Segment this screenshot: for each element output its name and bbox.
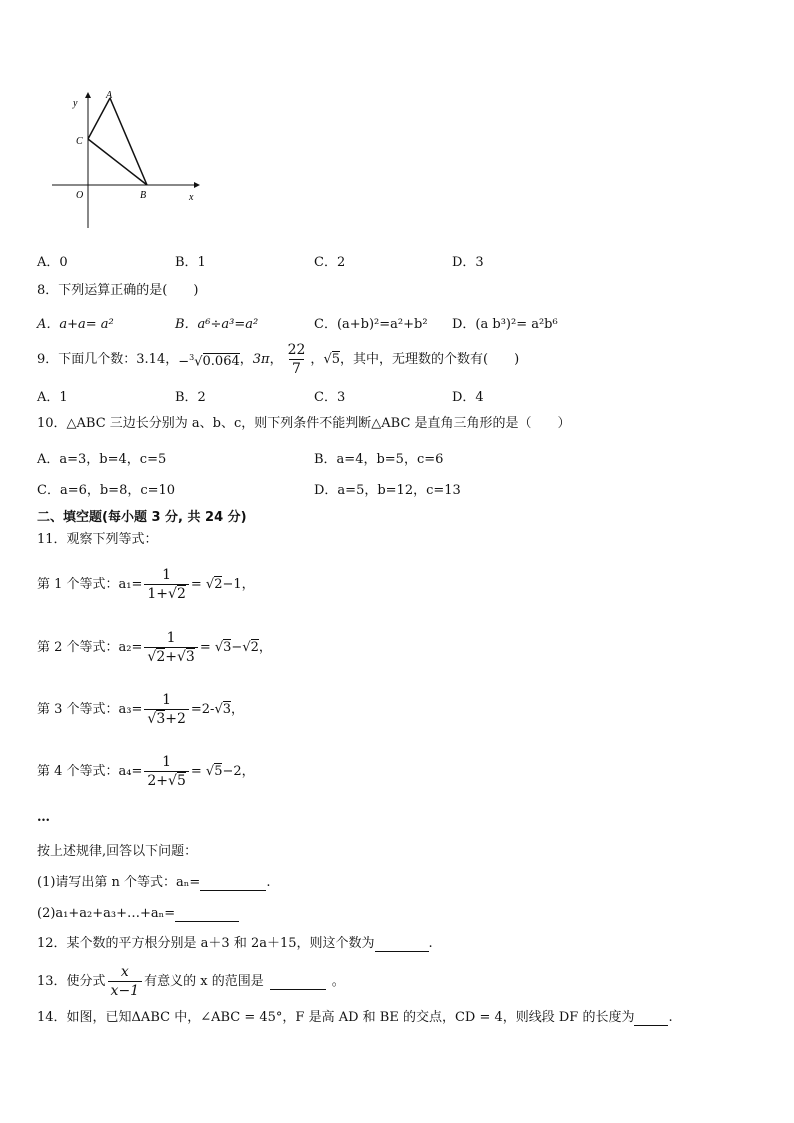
q11-part2-blank[interactable] (175, 907, 239, 922)
q11-eq1-rhs-radicand: 2 (214, 577, 223, 592)
q11-part1-blank[interactable] (200, 876, 266, 891)
q11-eq1-frac (144, 567, 188, 603)
q14: 14．如图，已知ΔABC 中，∠ABC = 45°，F 是高 AD 和 BE 的交点，CD = 4，则线段 DF 的长度为 . (37, 1010, 673, 1025)
q11-eq1-num: 1 (162, 567, 172, 583)
q11-eq4: 第 4 个等式：a₄= $\frac{1}{2+√5}$ = √5 −2， (37, 754, 255, 789)
q8-option-d: D．(a b³)²= a²b⁶ (452, 317, 558, 332)
label-x: x (189, 192, 194, 203)
q12-blank[interactable] (375, 937, 429, 952)
q11-eq4-label: 第 4 个等式：a₄= (37, 764, 143, 779)
q8-option-b: B．a⁶÷a³=a² (175, 317, 259, 332)
label-y: y (73, 98, 78, 109)
q11-eq4-tail: −2， (222, 764, 255, 779)
q11-eq4-frac (144, 754, 188, 790)
q11-eq2-frac (144, 630, 197, 666)
q10-option-c: C．a=6，b=8，c=10 (37, 483, 176, 498)
q13-fraction: $\frac{x}{x-1}$ (108, 964, 143, 1000)
label-b: B (140, 190, 147, 201)
q8-option-c: C．(a+b)²=a²+b² (314, 317, 428, 332)
q9-cbrt: −$^3$√0.064 (178, 353, 240, 370)
q11-eq3: 第 3 个等式：a₃= $\frac{1}{√3+2}$ =2- √3 ， (37, 692, 245, 727)
q9-sqrt: √5 (323, 352, 341, 368)
q11-eq3-frac (144, 692, 188, 728)
q13-blank[interactable] (270, 975, 326, 990)
q11-rule: 按上述规律,回答以下问题： (37, 844, 198, 859)
q11-eq1: 第 1 个等式：a₁= $\frac{1}{1+√2}$ = √2 −1， (37, 567, 255, 602)
q11-eq4-num: 1 (162, 754, 172, 770)
coordinate-figure (46, 88, 206, 233)
segment-ac (88, 98, 110, 139)
q11-eq3-tail: ， (231, 702, 245, 717)
section-heading: 二、填空题(每小题 3 分, 共 24 分) (37, 510, 247, 525)
q11-eq2: 第 2 个等式：a₂= $\frac{1}{√2+√3}$ = √3 − √2 ， (37, 630, 272, 665)
q9-frac-den: 7 (289, 359, 304, 378)
label-o: O (76, 190, 84, 201)
q11-eq3-den: √3+2 (144, 709, 188, 728)
q11-part1: (1)请写出第 n 个等式：aₙ= . (37, 875, 271, 890)
q10-stem: 10．△ABC 三边长分别为 a、b、c，则下列条件不能判断△ABC 是直角三角形的是（ ） (37, 416, 571, 431)
q11-eq2-den: √2+√3 (144, 647, 197, 666)
q11-eq3-num: 1 (162, 692, 172, 708)
x-axis-arrow (194, 182, 200, 188)
q7-option-a: A．0 (37, 255, 68, 270)
q13: 13．使分式 $\frac{x}{x-1}$ 有意义的 x 的范围是 。 (37, 964, 345, 999)
q9-option-c: C．3 (314, 390, 346, 405)
q10-option-b: B．a=4，b=5，c=6 (314, 452, 444, 467)
q11-eq1-den: 1+√2 (144, 584, 188, 603)
q11-stem: 11．观察下列等式： (37, 532, 158, 547)
q9-option-a: A．1 (37, 390, 68, 405)
q9-frac-num: 22 (287, 342, 306, 359)
segment-ab (110, 98, 147, 185)
q11-eq2-tail: ， (258, 640, 272, 655)
q10-option-d: D．a=5，b=12，c=13 (314, 483, 461, 498)
q9-cbrt-radicand: 0.064 (202, 354, 240, 370)
q9-suffix: ，其中，无理数的个数有( ) (340, 352, 520, 368)
label-a: A (106, 90, 113, 101)
q9-sqrt-radicand: 5 (331, 352, 341, 368)
q12: 12．某个数的平方根分别是 a＋3 和 2a＋15，则这个数为 . (37, 936, 433, 951)
label-c: C (76, 136, 83, 147)
q14-blank[interactable] (634, 1011, 668, 1026)
q11-part2: (2)a₁+a₂+a₃+…+aₙ= (37, 906, 239, 922)
q9-prefix: 9．下面几个数：3.14， (37, 352, 179, 368)
y-axis-arrow (85, 92, 91, 98)
q9-fraction (285, 342, 309, 378)
q11-eq2-label: 第 2 个等式：a₂= (37, 640, 143, 655)
q10-option-a: A．a=3，b=4，c=5 (37, 452, 167, 467)
q11-eq1-tail: −1， (222, 577, 255, 592)
q11-eq2-num: 1 (166, 630, 176, 646)
q11-eq3-label: 第 3 个等式：a₃= (37, 702, 143, 717)
q11-eq4-den: 2+√5 (144, 771, 188, 790)
q8-option-a: A．a+a= a² (37, 317, 114, 332)
q11-ellipsis: … (37, 810, 50, 825)
q11-eq1-label: 第 1 个等式：a₁= (37, 577, 143, 592)
q9-option-b: B．2 (175, 390, 206, 405)
q7-option-d: D．3 (452, 255, 484, 270)
segment-cb (88, 139, 147, 185)
q7-option-c: C．2 (314, 255, 346, 270)
q9-pi: 3π (252, 352, 270, 368)
q8-stem: 8．下列运算正确的是( ) (37, 283, 199, 298)
q7-option-b: B．1 (175, 255, 206, 270)
q9-stem: 9．下面几个数：3.14， −$^3$√0.064 ， 3π ， $\frac{22}{7}$ ， √5 ，其中，无理数的个数有( ) (37, 341, 519, 379)
q9-option-d: D．4 (452, 390, 484, 405)
